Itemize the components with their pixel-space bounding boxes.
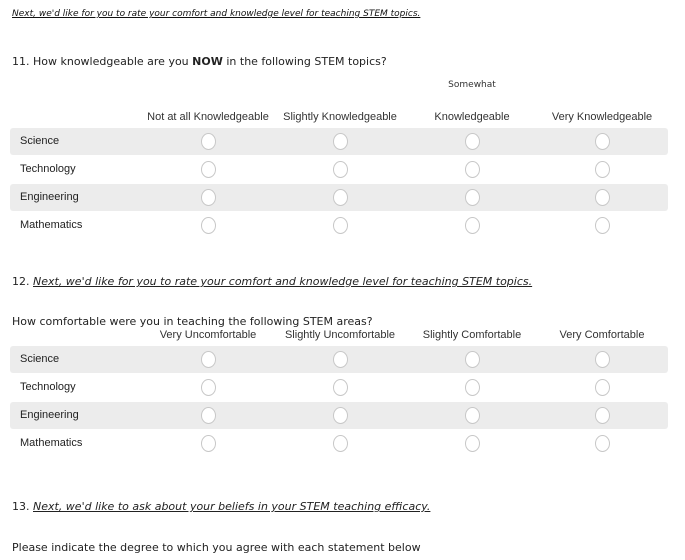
radio-button[interactable] <box>333 407 348 424</box>
radio-button[interactable] <box>595 161 610 178</box>
row-label: Technology <box>20 163 76 175</box>
question-11-title: 11. How knowledgeable are you NOW in the following STEM topics? <box>12 55 387 68</box>
row-label: Technology <box>20 381 76 393</box>
radio-button[interactable] <box>333 133 348 150</box>
radio-button[interactable] <box>465 133 480 150</box>
row-label: Engineering <box>20 409 79 421</box>
row-label: Science <box>20 135 60 147</box>
table-row <box>10 156 668 183</box>
radio-button[interactable] <box>595 189 610 206</box>
question-12-prompt: How comfortable were you in teaching the following STEM areas? <box>12 315 373 328</box>
table-row <box>10 402 668 429</box>
row-label: Science <box>20 353 60 365</box>
radio-button[interactable] <box>595 379 610 396</box>
radio-button[interactable] <box>465 161 480 178</box>
column-header: Knowledgeable <box>434 111 510 123</box>
row-label: Engineering <box>20 191 79 203</box>
table-row <box>10 184 668 211</box>
question-13-title: 13. Next, we'd like to ask about your beliefs in your STEM teaching efficacy. <box>12 500 431 513</box>
radio-button[interactable] <box>465 351 480 368</box>
question-12-title: 12. Next, we'd like for you to rate your comfort and knowledge level for teaching STEM topics. <box>12 275 533 288</box>
row-label: Mathematics <box>20 219 83 231</box>
radio-button[interactable] <box>595 435 610 452</box>
intro-text: Next, we'd like for you to rate your comfort and knowledge level for teaching STEM topics. <box>12 9 421 19</box>
radio-button[interactable] <box>595 133 610 150</box>
radio-button[interactable] <box>201 217 216 234</box>
radio-button[interactable] <box>201 133 216 150</box>
column-header: Very Comfortable <box>559 329 645 341</box>
radio-button[interactable] <box>201 379 216 396</box>
radio-button[interactable] <box>595 351 610 368</box>
radio-button[interactable] <box>201 407 216 424</box>
radio-button[interactable] <box>465 217 480 234</box>
radio-button[interactable] <box>595 217 610 234</box>
table-row <box>10 128 668 155</box>
radio-button[interactable] <box>333 217 348 234</box>
radio-button[interactable] <box>333 435 348 452</box>
column-header: Very Knowledgeable <box>551 111 653 123</box>
radio-button[interactable] <box>465 407 480 424</box>
radio-button[interactable] <box>465 435 480 452</box>
radio-button[interactable] <box>201 351 216 368</box>
radio-button[interactable] <box>465 379 480 396</box>
question-13-prompt: Please indicate the degree to which you agree with each statement below <box>12 541 421 554</box>
radio-button[interactable] <box>333 351 348 368</box>
radio-button[interactable] <box>201 161 216 178</box>
table-row <box>10 430 668 457</box>
column-header: Slightly Knowledgeable <box>283 111 397 123</box>
column-header: Very Uncomfortable <box>159 329 257 341</box>
column-header-somewhat: Somewhat <box>448 80 496 90</box>
column-header: Not at all Knowledgeable <box>147 111 269 123</box>
column-header: Slightly Comfortable <box>422 329 522 341</box>
radio-button[interactable] <box>201 435 216 452</box>
radio-button[interactable] <box>595 407 610 424</box>
radio-button[interactable] <box>465 189 480 206</box>
radio-button[interactable] <box>201 189 216 206</box>
table-row <box>10 212 668 239</box>
table-row <box>10 374 668 401</box>
radio-button[interactable] <box>333 379 348 396</box>
column-header: Slightly Uncomfortable <box>284 329 396 341</box>
radio-button[interactable] <box>333 189 348 206</box>
table-row <box>10 346 668 373</box>
radio-button[interactable] <box>333 161 348 178</box>
row-label: Mathematics <box>20 437 83 449</box>
